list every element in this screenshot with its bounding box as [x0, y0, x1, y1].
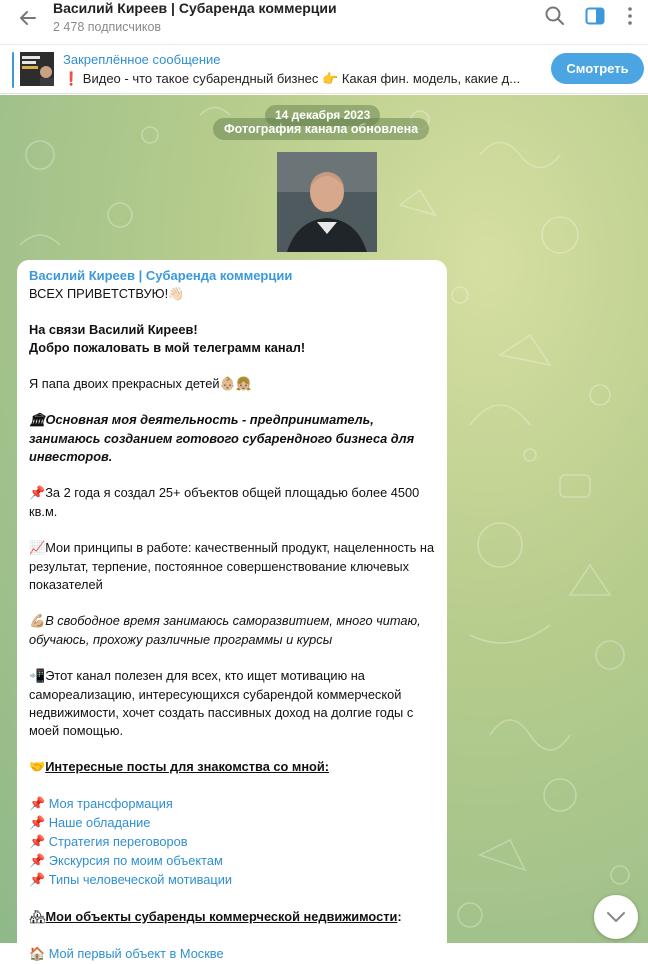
pin-icon: 📌 [29, 835, 46, 850]
date-separator: 14 декабря 2023 [265, 105, 380, 126]
subscriber-count: 2 478 подписчиков [53, 20, 162, 34]
posts-heading: Интересные посты для знакомства со мной: [45, 759, 330, 774]
family-line: Я папа двоих прекрасных детей👶🏼👧🏼 [29, 376, 252, 391]
free-time-text: В свободное время занимаюсь саморазвитием, много читаю, обучаюсь, прохожу различные программы и курсы [29, 613, 421, 647]
pin-icon: 📌 [29, 816, 46, 831]
pinned-title: Закреплённое сообщение [63, 52, 221, 67]
post-link[interactable]: Типы человеческой мотивации [48, 872, 233, 887]
houses-icon: 🏘 [29, 910, 46, 925]
chat-header [0, 0, 648, 44]
pin-icon: 📌 [29, 486, 46, 501]
service-message: Фотография канала обновлена [213, 118, 429, 140]
handshake-icon: 🤝 [29, 760, 46, 775]
post-link[interactable]: Наше обладание [48, 815, 151, 830]
activity-text: Основная моя деятельность - предприниматель, занимаюсь созданием готового субарендного бизнеса для инвесторов. [29, 412, 415, 464]
post-link[interactable]: Моя трансформация [48, 796, 173, 811]
channel-post[interactable] [17, 260, 447, 960]
back-arrow-icon[interactable] [14, 6, 42, 30]
phone-icon: 📲 [29, 669, 46, 684]
greeting-line: ВСЕХ ПРИВЕТСТВУЮ!👋🏻 [29, 286, 185, 301]
post-author[interactable]: Василий Киреев | Субаренда коммерции [29, 268, 293, 283]
post-link[interactable]: Стратегия переговоров [48, 834, 188, 849]
pinned-preview-text: ❗ Видео - что такое субарендный бизнес 👉 Какая фин. модель, какие д... [63, 71, 521, 86]
pinned-thumbnail [20, 52, 54, 86]
pin-icon: 📌 [29, 797, 46, 812]
objects-text: За 2 года я создал 25+ объектов общей площадью более 4500 кв.м. [29, 485, 420, 519]
chat-area [0, 95, 648, 962]
intro-line-1: На связи Василий Киреев! [29, 322, 198, 337]
intro-line-2: Добро пожаловать в мой телеграмм канал! [29, 340, 306, 355]
channel-title[interactable]: Василий Киреев | Субаренда коммерции [53, 0, 337, 16]
objects-heading: Мои объекты субаренды коммерческой недвижимости [45, 909, 398, 924]
watch-button[interactable]: Смотреть [551, 53, 644, 84]
principles-text: Мои принципы в работе: качественный продукт, нацеленность на результат, терпение, постоянное совершенствование ключевых показателей [29, 540, 435, 592]
channel-text: Этот канал полезен для всех, кто ищет мотивацию на самореализацию, интересующихся субарендой коммерческой недвижимости, хочет создать пассивных доход на долгие годы с моей помощью. [29, 668, 414, 738]
objects-heading-colon: : [397, 909, 402, 924]
chevron-down-icon [594, 895, 638, 939]
pinned-indicator [12, 52, 14, 88]
chart-icon: 📈 [29, 541, 46, 556]
muscle-icon: 💪🏼 [29, 614, 46, 629]
post-text [29, 285, 435, 964]
post-link[interactable]: Мой первый объект в Москве [48, 946, 224, 961]
bank-icon: 🏛 [29, 413, 46, 428]
pin-icon: 📌 [29, 873, 46, 888]
post-link[interactable]: Экскурсия по моим объектам [48, 853, 223, 868]
channel-photo[interactable] [277, 152, 377, 252]
pin-icon: 📌 [29, 854, 46, 869]
sidebar-toggle-icon[interactable] [583, 4, 607, 28]
scroll-down-button[interactable] [594, 895, 638, 939]
house-icon: 🏠 [29, 947, 46, 962]
search-icon[interactable] [543, 4, 567, 28]
more-menu-icon[interactable] [618, 4, 642, 28]
